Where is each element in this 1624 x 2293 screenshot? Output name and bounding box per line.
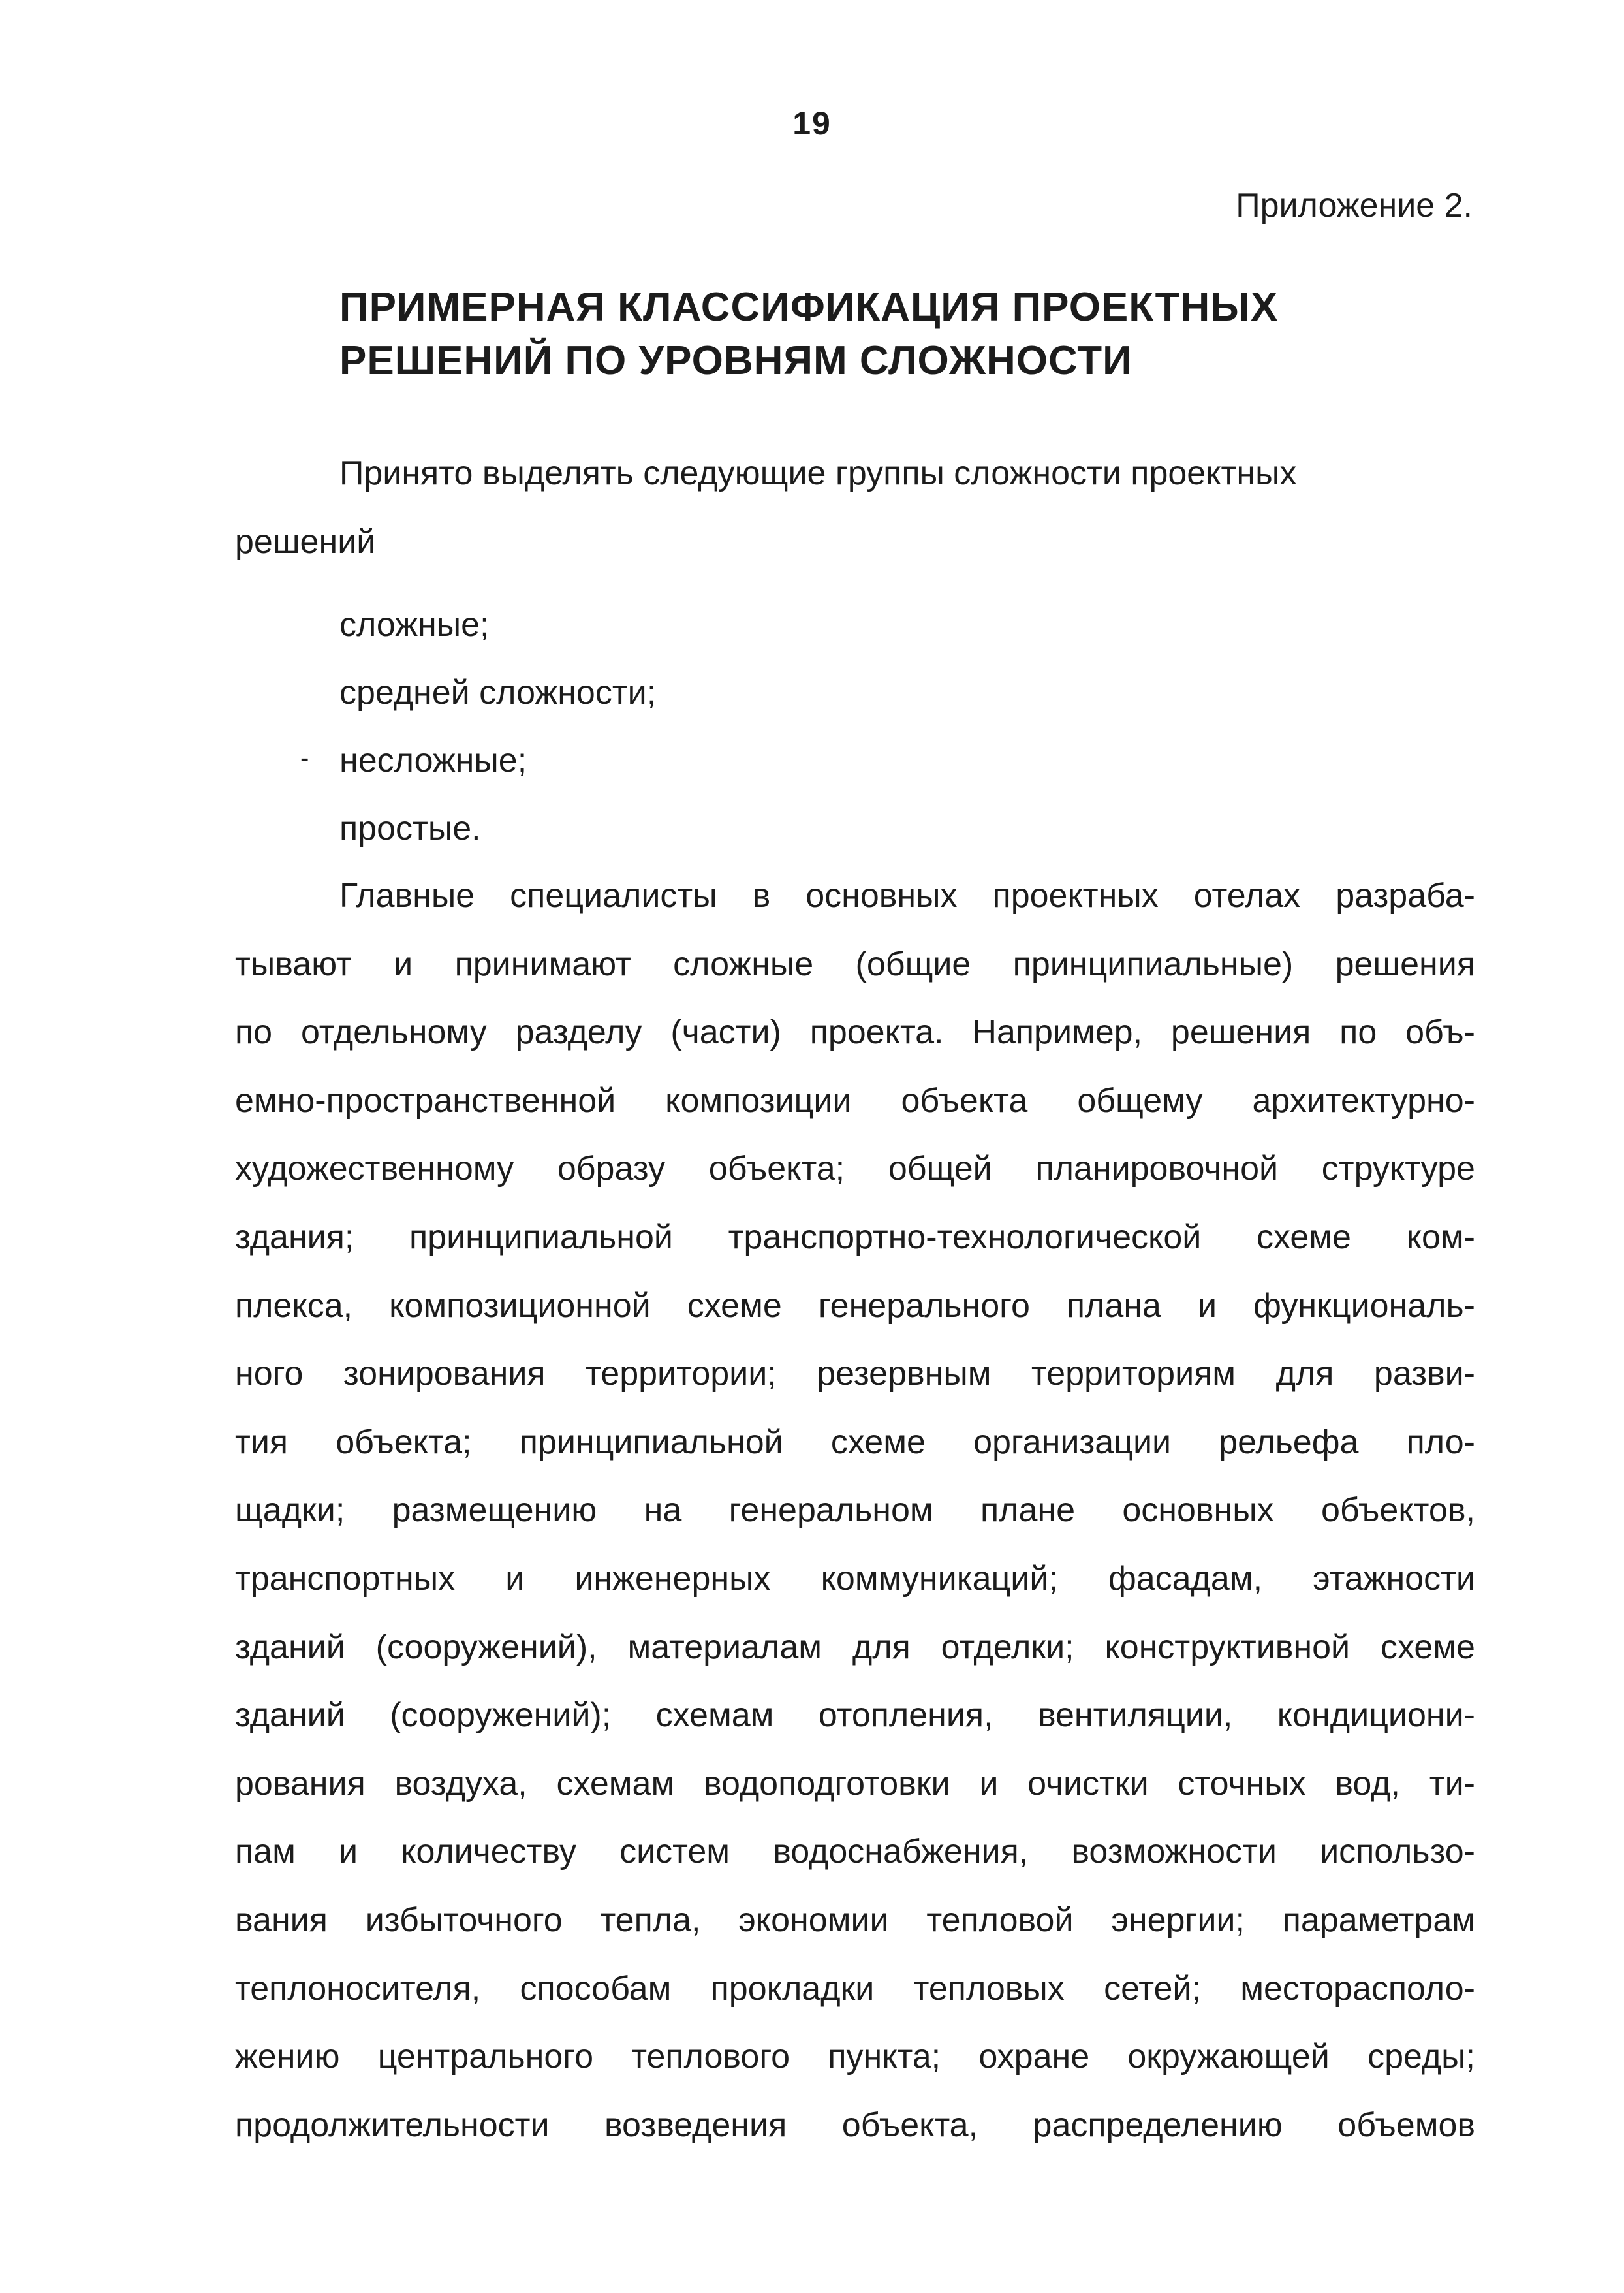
paragraph-line <box>235 862 1475 930</box>
word: энергии; <box>1111 1901 1245 1939</box>
paragraph-line <box>235 1067 1475 1135</box>
title-line: РЕШЕНИЙ ПО УРОВНЯМ СЛОЖНОСТИ <box>339 338 1132 383</box>
word: тепловой <box>926 1901 1074 1939</box>
word: отелах <box>1193 877 1301 915</box>
word: на <box>644 1491 682 1530</box>
word: плекса, <box>235 1286 353 1325</box>
word: по <box>235 1013 273 1052</box>
paragraph-line <box>235 1613 1475 1682</box>
word: этажности <box>1313 1559 1475 1598</box>
word: (сооружений); <box>390 1696 612 1735</box>
paragraph-line <box>235 1681 1475 1750</box>
word: по <box>1339 1013 1377 1052</box>
word: конструктивной <box>1104 1628 1351 1666</box>
word: (сооружений), <box>375 1628 597 1666</box>
word: отделки; <box>941 1628 1074 1666</box>
word: и <box>1198 1286 1217 1325</box>
paragraph-line <box>235 2023 1475 2091</box>
word: месторасполо- <box>1240 1969 1475 2008</box>
list-item-text: сложные; <box>339 606 490 644</box>
word: разделу <box>515 1013 642 1052</box>
word: (части) <box>670 1013 781 1052</box>
word: здания; <box>235 1218 354 1256</box>
word: Главные <box>339 877 475 915</box>
word: фасадам, <box>1108 1559 1263 1598</box>
word: сетей; <box>1104 1969 1201 2008</box>
paragraph-line <box>235 1408 1475 1477</box>
word: теплоносителя, <box>235 1969 481 2008</box>
word: щадки; <box>235 1491 345 1530</box>
word: рования <box>235 1764 366 1803</box>
word: разраба- <box>1335 877 1475 915</box>
word: отопления, <box>818 1696 993 1735</box>
word: общей <box>888 1150 992 1188</box>
word: структуре <box>1321 1150 1475 1188</box>
word: способам <box>520 1969 672 2008</box>
word: размещению <box>392 1491 597 1530</box>
word: кондициони- <box>1277 1696 1475 1735</box>
word: основных <box>1122 1491 1274 1530</box>
word: теплового <box>631 2038 790 2076</box>
word: пло- <box>1406 1423 1475 1461</box>
word: прокладки <box>710 1969 875 2008</box>
word: схеме <box>1380 1628 1475 1666</box>
word: тия <box>235 1423 289 1461</box>
word: зданий <box>235 1628 345 1666</box>
paragraph-line <box>235 1203 1475 1272</box>
word: объекта; <box>708 1150 845 1188</box>
word: образу <box>557 1150 666 1188</box>
word: генерального <box>818 1286 1030 1325</box>
intro-paragraph-line: Принято выделять следующие группы сложности проектных <box>339 454 1297 492</box>
word: экономии <box>738 1901 889 1939</box>
word: решения <box>1335 945 1475 983</box>
word: ти- <box>1429 1764 1475 1803</box>
word: композиционной <box>389 1286 651 1325</box>
word: зонирования <box>343 1355 546 1393</box>
word: общему <box>1077 1081 1203 1120</box>
word: пам <box>235 1833 296 1871</box>
complexity-group-list <box>300 591 657 862</box>
word: резервным <box>817 1355 992 1393</box>
word: специалисты <box>510 877 717 915</box>
word: плане <box>980 1491 1076 1530</box>
paragraph-line <box>235 2091 1475 2160</box>
word: плана <box>1066 1286 1161 1325</box>
word: территории; <box>586 1355 777 1393</box>
word: продолжительности <box>235 2106 550 2144</box>
word: возведения <box>604 2106 787 2144</box>
word: архитектурно- <box>1252 1081 1475 1120</box>
word: транспортных <box>235 1559 456 1598</box>
word: систем <box>619 1833 730 1871</box>
word: количеству <box>401 1833 576 1871</box>
word: для <box>1275 1355 1334 1393</box>
word: принципиальные) <box>1012 945 1294 983</box>
paragraph-line <box>235 1750 1475 1818</box>
appendix-label: Приложение 2. <box>1236 187 1473 225</box>
word: отдельному <box>300 1013 487 1052</box>
word: объектов, <box>1320 1491 1475 1530</box>
word: центрального <box>377 2038 593 2076</box>
word: вентиляции, <box>1037 1696 1233 1735</box>
word: ного <box>235 1355 304 1393</box>
word: схеме <box>1256 1218 1351 1256</box>
list-item-text: средней сложности; <box>339 674 657 712</box>
word: территориям <box>1031 1355 1236 1393</box>
word: и <box>338 1833 358 1871</box>
word: рельефа <box>1219 1423 1359 1461</box>
word: зданий <box>235 1696 345 1735</box>
list-item-text: несложные; <box>339 742 527 780</box>
word: Например, <box>972 1013 1143 1052</box>
word: генеральном <box>728 1491 933 1530</box>
word: материалам <box>627 1628 822 1666</box>
word: ком- <box>1406 1218 1475 1256</box>
paragraph-line <box>235 1272 1475 1340</box>
word: основных <box>805 877 958 915</box>
list-item <box>300 727 656 795</box>
word: в <box>752 877 771 915</box>
page-number: 19 <box>792 105 832 142</box>
word: схеме <box>830 1423 926 1461</box>
paragraph-line <box>235 1886 1475 1955</box>
intro-paragraph-continuation: решений <box>235 523 376 561</box>
list-item <box>339 659 656 727</box>
word: художественному <box>235 1150 514 1188</box>
paragraph-line <box>235 998 1475 1067</box>
word: тепла, <box>600 1901 701 1939</box>
word: водоподготовки <box>704 1764 950 1803</box>
title-line: ПРИМЕРНАЯ КЛАССИФИКАЦИЯ ПРОЕКТНЫХ <box>339 285 1279 330</box>
word: объекта; <box>336 1423 472 1461</box>
word: объекта, <box>841 2106 978 2144</box>
word: объ- <box>1405 1013 1475 1052</box>
word: принимают <box>454 945 631 983</box>
word: для <box>852 1628 911 1666</box>
word: жению <box>235 2038 340 2076</box>
list-item <box>339 591 656 659</box>
word: коммуникаций; <box>820 1559 1058 1598</box>
paragraph-line <box>235 1818 1475 1886</box>
word: избыточного <box>365 1901 563 1939</box>
word: вания <box>235 1901 328 1939</box>
word: принципиальной <box>409 1218 673 1256</box>
word: и <box>979 1764 999 1803</box>
word: (общие <box>855 945 971 983</box>
body-paragraph <box>235 862 1475 2159</box>
word: сложные <box>673 945 814 983</box>
word: пункта; <box>828 2038 941 2076</box>
word: окружающей <box>1127 2038 1330 2076</box>
document-title <box>339 281 1278 388</box>
word: планировочной <box>1035 1150 1279 1188</box>
word: принципиальной <box>519 1423 783 1461</box>
word: схемам <box>556 1764 675 1803</box>
word: разви- <box>1373 1355 1475 1393</box>
word: вод, <box>1335 1764 1400 1803</box>
word: и <box>394 945 413 983</box>
list-dash-marker: - <box>300 744 309 772</box>
word: воздуха, <box>394 1764 527 1803</box>
word: схемам <box>655 1696 774 1735</box>
word: организации <box>973 1423 1172 1461</box>
list-item <box>339 795 656 862</box>
word: водоснабжения, <box>773 1833 1029 1871</box>
word: функциональ- <box>1253 1286 1475 1325</box>
paragraph-line <box>235 1340 1475 1408</box>
paragraph-line <box>235 1476 1475 1545</box>
word: и <box>505 1559 525 1598</box>
word: возможности <box>1071 1833 1277 1871</box>
word: решения <box>1170 1013 1311 1052</box>
word: сточных <box>1178 1764 1306 1803</box>
word: объекта <box>901 1081 1028 1120</box>
word: очистки <box>1027 1764 1149 1803</box>
word: тепловых <box>913 1969 1065 2008</box>
word: охране <box>978 2038 1090 2076</box>
word: схеме <box>687 1286 782 1325</box>
word: тывают <box>235 945 352 983</box>
list-item-text: простые. <box>339 810 481 847</box>
word: использо- <box>1320 1833 1475 1871</box>
word: параметрам <box>1282 1901 1475 1939</box>
word: композиции <box>665 1081 852 1120</box>
word: емно-пространственной <box>235 1081 616 1120</box>
word: среды; <box>1367 2038 1475 2076</box>
word: распределению <box>1033 2106 1283 2144</box>
paragraph-line <box>235 1135 1475 1203</box>
word: транспортно-технологической <box>728 1218 1202 1256</box>
word: объемов <box>1337 2106 1475 2144</box>
paragraph-line <box>235 1955 1475 2023</box>
word: инженерных <box>574 1559 771 1598</box>
paragraph-line <box>235 930 1475 999</box>
word: проекта. <box>809 1013 944 1052</box>
word: проектных <box>992 877 1159 915</box>
paragraph-line <box>235 1545 1475 1613</box>
